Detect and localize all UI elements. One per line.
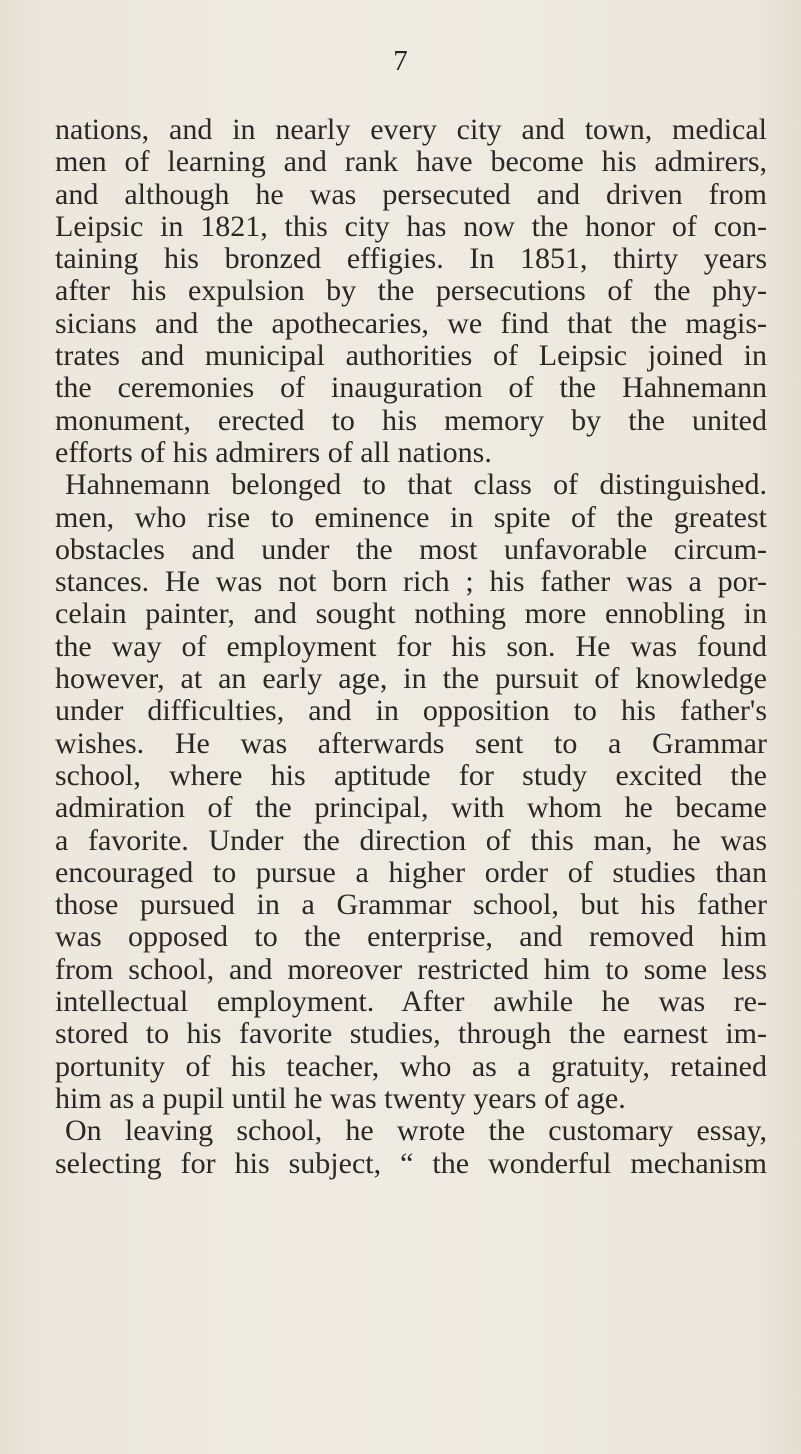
text-line: wishes. He was afterwards sent to a Grammar: [55, 726, 767, 760]
text-line: the way of employment for his son. He was found: [55, 629, 767, 663]
text-line: however, at an early age, in the pursuit of knowledge: [55, 662, 767, 696]
text-line: stored to his favorite studies, through the earnest im-: [55, 1017, 767, 1051]
paragraph-end-line: efforts of his admirers of all nations.: [55, 435, 492, 469]
text-line: selecting for his subject, “ the wonderful mechanism: [55, 1146, 767, 1180]
paragraph-start-line: Hahnemann belonged to that class of distinguished.: [65, 468, 767, 502]
paragraph-start-line: On leaving school, he wrote the customary essay,: [65, 1114, 767, 1148]
body-text: [55, 114, 767, 1180]
paragraph-end-line: him as a pupil until he was twenty years of age.: [55, 1081, 626, 1115]
text-line: the ceremonies of inauguration of the Hahnemann: [55, 371, 767, 405]
text-line: trates and municipal authorities of Leipsic joined in: [55, 339, 767, 373]
text-line: men of learning and rank have become his admirers,: [55, 145, 767, 179]
text-line: obstacles and under the most unfavorable circum-: [55, 532, 767, 566]
text-line: school, where his aptitude for study excited the: [55, 758, 767, 792]
text-line: was opposed to the enterprise, and removed him: [55, 920, 767, 954]
text-line: monument, erected to his memory by the united: [55, 403, 767, 437]
text-line: admiration of the principal, with whom he became: [55, 791, 767, 825]
text-line: Leipsic in 1821, this city has now the honor of con-: [55, 209, 767, 243]
text-line: sicians and the apothecaries, we find that the magis-: [55, 306, 767, 340]
text-line: celain painter, and sought nothing more ennobling in: [55, 597, 767, 631]
text-line: under difficulties, and in opposition to his father's: [55, 694, 767, 728]
text-line: nations, and in nearly every city and town, medical: [55, 113, 767, 146]
text-line: stances. He was not born rich ; his father was a por-: [55, 565, 767, 599]
text-line: after his expulsion by the persecutions of the phy-: [55, 274, 767, 308]
text-line: and although he was persecuted and driven from: [55, 177, 767, 211]
text-line: men, who rise to eminence in spite of the greatest: [55, 500, 767, 534]
text-line: encouraged to pursue a higher order of studies than: [55, 855, 767, 889]
text-line: those pursued in a Grammar school, but his father: [55, 888, 767, 922]
text-line: intellectual employment. After awhile he was re-: [55, 985, 767, 1019]
text-line: taining his bronzed effigies. In 1851, thirty years: [55, 242, 767, 276]
text-line: portunity of his teacher, who as a gratuity, retained: [55, 1049, 767, 1083]
text-line: a favorite. Under the direction of this man, he was: [55, 823, 767, 857]
text-line: from school, and moreover restricted him to some less: [55, 952, 767, 986]
page-number: 7: [393, 45, 408, 77]
